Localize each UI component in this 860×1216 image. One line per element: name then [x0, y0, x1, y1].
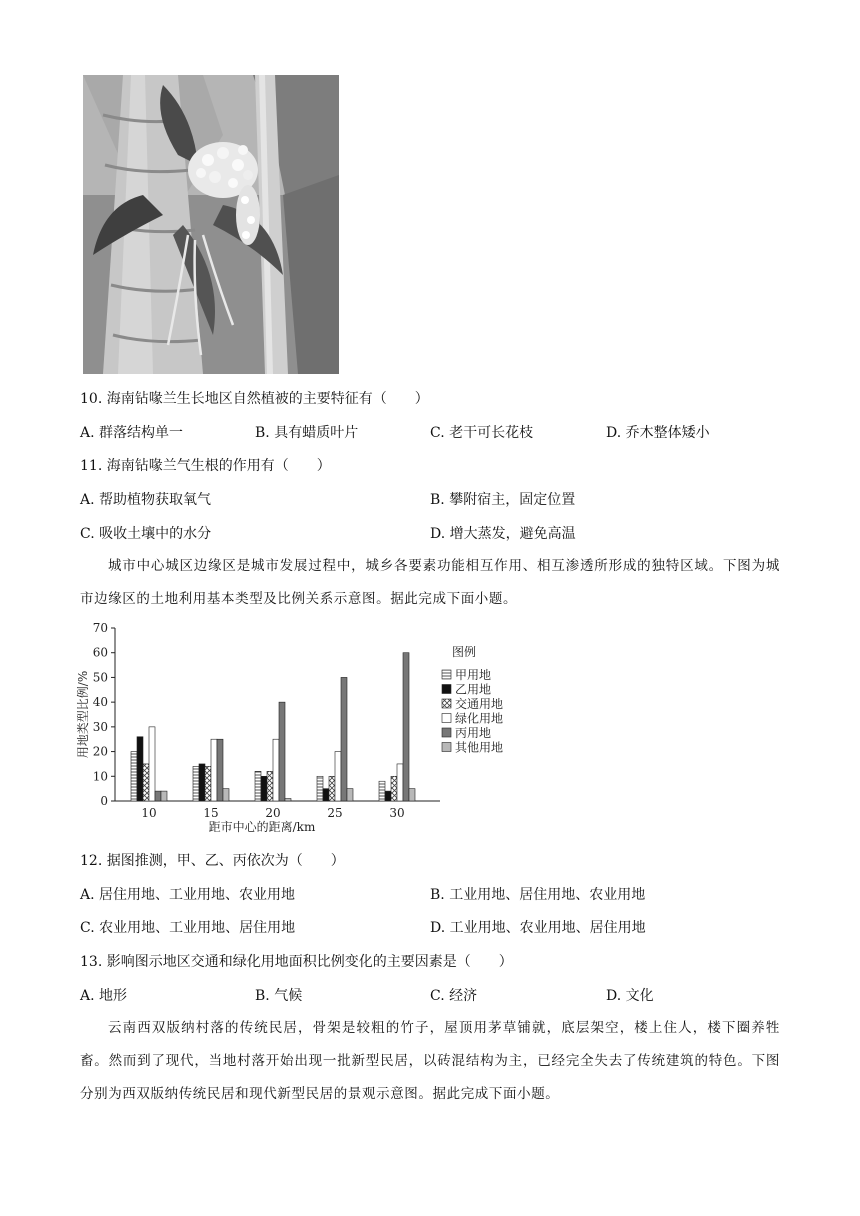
legend-label: 丙用地: [455, 726, 492, 740]
y-axis-label: 用地类型比例/%: [76, 670, 90, 759]
bar-甲用地-15: [193, 766, 199, 801]
q12-option-a[interactable]: A. 居住用地、工业用地、农业用地: [80, 887, 296, 903]
q11-option-c[interactable]: C. 吸收土壤中的水分: [80, 526, 212, 542]
x-tick-label: 25: [327, 806, 343, 820]
passage-urban-fringe: 城市中心城区边缘区是城市发展过程中，城乡各要素功能相互作用、相互渗透所形成的独特区域。下图为城市边缘区的土地利用基本类型及比例关系示意图。据此完成下面小题。: [80, 558, 780, 607]
q11-option-d[interactable]: D. 增大蒸发，避免高温: [430, 526, 576, 542]
q10-option-d[interactable]: D. 乔木整体矮小: [606, 425, 710, 441]
bar-绿化用地-30: [397, 764, 403, 801]
legend-label: 绿化用地: [455, 711, 504, 726]
legend-label: 乙用地: [455, 682, 492, 697]
orchid-photo-drawing: [83, 75, 339, 374]
bar-甲用地-20: [255, 771, 261, 801]
bar-乙用地-10: [137, 737, 143, 801]
bar-乙用地-15: [199, 764, 205, 801]
y-tick-label: 10: [92, 769, 108, 784]
bar-丙用地-15: [217, 739, 223, 801]
y-tick-label: 20: [92, 744, 108, 759]
legend-label: 交通用地: [455, 697, 504, 711]
bar-绿化用地-15: [211, 739, 217, 801]
q13-stem: 13. 影响图示地区交通和绿化用地面积比例变化的主要因素是（ ）: [80, 954, 513, 970]
legend-title: 图例: [452, 645, 477, 659]
bar-其他用地-20: [285, 799, 291, 801]
legend-swatch: [442, 699, 451, 708]
bar-绿化用地-25: [335, 752, 341, 801]
bar-其他用地-25: [347, 789, 353, 801]
bar-丙用地-20: [279, 702, 285, 801]
q13-option-d[interactable]: D. 文化: [606, 988, 654, 1004]
bar-交通用地-20: [267, 771, 273, 801]
q11-option-b[interactable]: B. 攀附宿主，固定位置: [430, 492, 576, 508]
x-tick-label: 10: [141, 806, 157, 820]
orchid-photo: [83, 75, 339, 374]
bar-甲用地-10: [131, 752, 137, 801]
legend-label: 其他用地: [455, 740, 504, 755]
bar-甲用地-30: [379, 781, 385, 801]
bar-乙用地-25: [323, 789, 329, 801]
y-tick-label: 0: [100, 794, 108, 808]
legend-swatch: [442, 728, 451, 737]
y-tick-label: 50: [92, 670, 108, 685]
y-tick-label: 40: [92, 695, 108, 710]
q12-stem: 12. 据图推测，甲、乙、丙依次为（ ）: [80, 853, 345, 869]
bar-其他用地-10: [161, 791, 167, 801]
bar-交通用地-15: [205, 766, 211, 801]
q13-option-a[interactable]: A. 地形: [80, 988, 128, 1004]
x-tick-label: 30: [389, 806, 405, 820]
bar-丙用地-10: [155, 791, 161, 801]
q11-option-a[interactable]: A. 帮助植物获取氧气: [80, 492, 212, 508]
q10-option-c[interactable]: C. 老干可长花枝: [430, 425, 534, 441]
q10-stem: 10. 海南钻喙兰生长地区自然植被的主要特征有（ ）: [80, 391, 429, 407]
q10-option-a[interactable]: A. 群落结构单一: [80, 425, 184, 441]
q12-option-b[interactable]: B. 工业用地、居住用地、农业用地: [430, 887, 646, 903]
passage-xishuangbanna: 云南西双版纳村落的传统民居，骨架是较粗的竹子，屋顶用茅草铺就，底层架空，楼上住人，楼下圈养牲畜。然而到了现代，当地村落开始出现一批新型民居，以砖混结构为主，已经完全失去了传统建筑的特色。下图分别为西双版纳传统民居和现代新型民居的景观示意图。据此完成下面小题。: [80, 1020, 780, 1102]
bar-绿化用地-20: [273, 739, 279, 801]
legend-swatch: [442, 670, 451, 679]
bar-丙用地-30: [403, 653, 409, 801]
x-tick-label: 20: [265, 806, 281, 820]
q11-stem: 11. 海南钻喙兰气生根的作用有（ ）: [80, 458, 331, 474]
legend-swatch: [442, 743, 451, 752]
q12-option-c[interactable]: C. 农业用地、工业用地、居住用地: [80, 920, 296, 936]
q13-option-c[interactable]: C. 经济: [430, 988, 478, 1004]
bar-交通用地-30: [391, 776, 397, 801]
x-tick-label: 15: [203, 806, 219, 820]
legend-swatch: [442, 714, 451, 723]
bar-其他用地-30: [409, 789, 415, 801]
bar-乙用地-20: [261, 776, 267, 801]
q10-option-b[interactable]: B. 具有蜡质叶片: [255, 425, 359, 441]
q12-option-d[interactable]: D. 工业用地、农业用地、居住用地: [430, 920, 646, 936]
bar-绿化用地-10: [149, 727, 155, 801]
q13-option-b[interactable]: B. 气候: [255, 988, 303, 1004]
bar-交通用地-25: [329, 776, 335, 801]
y-tick-label: 30: [92, 719, 108, 734]
legend-label: 甲用地: [455, 668, 492, 682]
x-axis-label: 距市中心的距离/km: [208, 820, 316, 834]
bar-甲用地-25: [317, 776, 323, 801]
bar-其他用地-15: [223, 789, 229, 801]
bar-交通用地-10: [143, 764, 149, 801]
bar-丙用地-25: [341, 677, 347, 801]
bar-乙用地-30: [385, 791, 391, 801]
land-use-bar-chart: [72, 618, 532, 840]
y-tick-label: 60: [92, 645, 108, 660]
legend-swatch: [442, 685, 451, 694]
y-tick-label: 70: [92, 621, 108, 635]
